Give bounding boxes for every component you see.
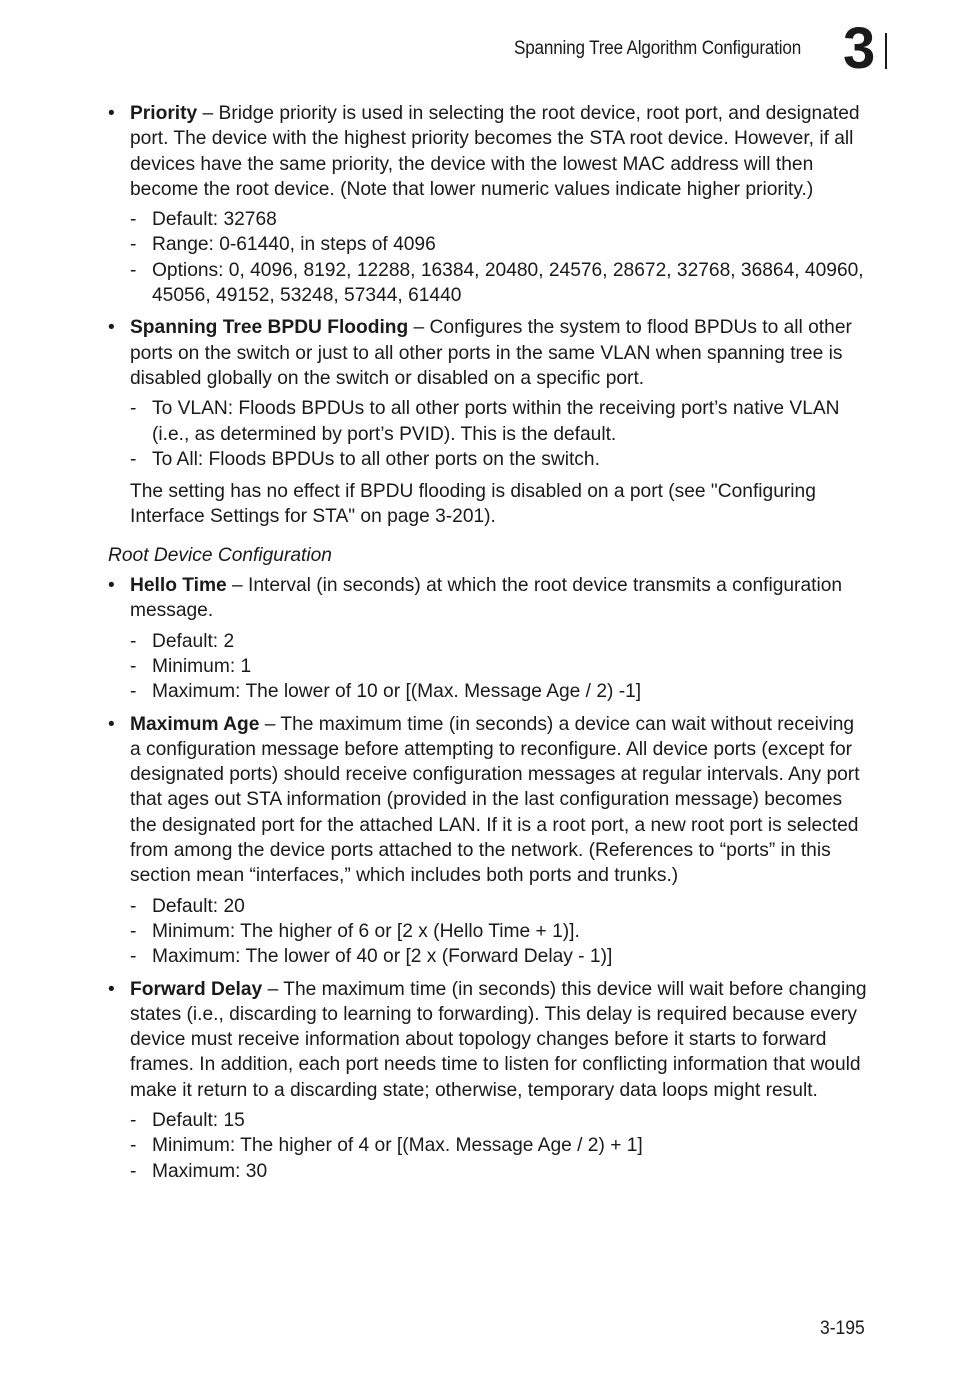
bullet-icon: • — [108, 317, 115, 339]
term: Maximum Age — [130, 713, 260, 735]
dash-icon: - — [130, 259, 137, 281]
list-item-forward-delay — [108, 977, 868, 1184]
sub-item: - Range: 0-61440, in steps of 4096 — [130, 232, 868, 257]
term: Spanning Tree BPDU Flooding — [130, 317, 409, 339]
term: Forward Delay — [130, 978, 263, 1000]
sub-item: - Minimum: The higher of 4 or [(Max. Message Age / 2) + 1] — [130, 1133, 868, 1158]
dash-icon: - — [130, 398, 137, 420]
sub-item: - Default: 2 — [130, 629, 868, 654]
chapter-divider — [885, 33, 887, 69]
sub-list — [130, 894, 868, 970]
page-number: 3-195 — [820, 1318, 865, 1339]
sub-list — [130, 1108, 868, 1184]
dash-icon: - — [130, 1135, 137, 1157]
running-header-title: Spanning Tree Algorithm Configuration — [514, 38, 802, 59]
sub-list — [130, 396, 868, 472]
sub-item: - To All: Floods BPDUs to all other ports on the switch. — [130, 447, 868, 472]
note-paragraph: The setting has no effect if BPDU flooding is disabled on a port (see "Configuring Interface Settings for STA" on page 3-201). — [130, 481, 816, 528]
sub-item: - Maximum: The lower of 10 or [(Max. Message Age / 2) -1] — [130, 679, 868, 704]
sub-item: - Default: 20 — [130, 894, 868, 919]
sub-item: - Default: 15 — [130, 1108, 868, 1133]
dash-icon: - — [130, 448, 137, 470]
description: – Configures the system to flood BPDUs to all other ports on the switch or just to all other ports in the same VLAN when spanning tree is disabled globally on the switch or disabled on a specific port. — [130, 317, 852, 389]
sub-item: - Minimum: The higher of 6 or [2 x (Hello Time + 1)]. — [130, 919, 868, 944]
sub-item: - Minimum: 1 — [130, 654, 868, 679]
sub-item: - Default: 32768 — [130, 207, 868, 232]
sub-item: - Maximum: 30 — [130, 1159, 868, 1184]
description: – The maximum time (in seconds) a device can wait without receiving a configuration message before attempting to reconfigure. All device ports (except for designated ports) should receive configuration messages at regular intervals. Any port that ages out STA information (provided in the last configuration message) becomes the designated port for the attached LAN. If it is a root port, a new root port is selected from among the device ports attached to the network. (References to “ports” in this section mean “interfaces,” which includes both ports and trunks.) — [130, 713, 860, 887]
dash-icon: - — [130, 895, 137, 917]
sub-list — [130, 629, 868, 705]
term: Priority — [130, 103, 198, 124]
description: – Interval (in seconds) at which the root device transmits a configuration message. — [130, 575, 843, 622]
description: – The maximum time (in seconds) this device will wait before changing states (i.e., discarding to learning to forwarding). This delay is required because every device must receive information about topology changes before it starts to forward frames. In addition, each port needs time to listen for conflicting information that would make it return to a discarding state; otherwise, temporary data loops might result. — [130, 978, 867, 1101]
description: – Bridge priority is used in selecting the root device, root port, and designated port. The device with the highest priority becomes the STA root device. However, if all devices have the same priority, the device with the lowest MAC address will then become the root device. (Note that lower numeric values indicate higher priority.) — [130, 103, 860, 200]
dash-icon: - — [130, 234, 137, 256]
bullet-icon: • — [108, 575, 115, 597]
chapter-number: 3 — [843, 16, 876, 81]
sub-item: - Options: 0, 4096, 8192, 12288, 16384, 20480, 24576, 28672, 32768, 36864, 40960, 45056, 49152, 53248, 57344, 61440 — [130, 259, 864, 307]
section-heading: Root Device Configuration — [108, 544, 332, 566]
term: Hello Time — [130, 575, 227, 597]
list-item-bpdu-flooding — [108, 315, 868, 472]
list-item-maximum-age — [108, 712, 868, 970]
dash-icon: - — [130, 1160, 137, 1182]
sub-list — [130, 207, 868, 308]
dash-icon: - — [130, 1109, 137, 1131]
dash-icon: - — [130, 946, 137, 968]
dash-icon: - — [130, 920, 137, 942]
dash-icon: - — [130, 630, 137, 652]
bullet-icon: • — [108, 713, 115, 735]
bullet-icon: • — [108, 978, 115, 1000]
sub-item: - Maximum: The lower of 40 or [2 x (Forward Delay - 1)] — [130, 944, 868, 969]
dash-icon: - — [130, 655, 137, 677]
list-item-hello-time — [108, 573, 868, 704]
dash-icon: - — [130, 209, 137, 231]
sub-item: - To VLAN: Floods BPDUs to all other ports within the receiving port’s native VLAN (i.e., as determined by port’s PVID). This is the default. — [130, 398, 840, 445]
list-item-priority — [108, 101, 868, 308]
bullet-icon: • — [108, 103, 115, 124]
dash-icon: - — [130, 681, 137, 703]
page-body — [108, 101, 868, 1191]
